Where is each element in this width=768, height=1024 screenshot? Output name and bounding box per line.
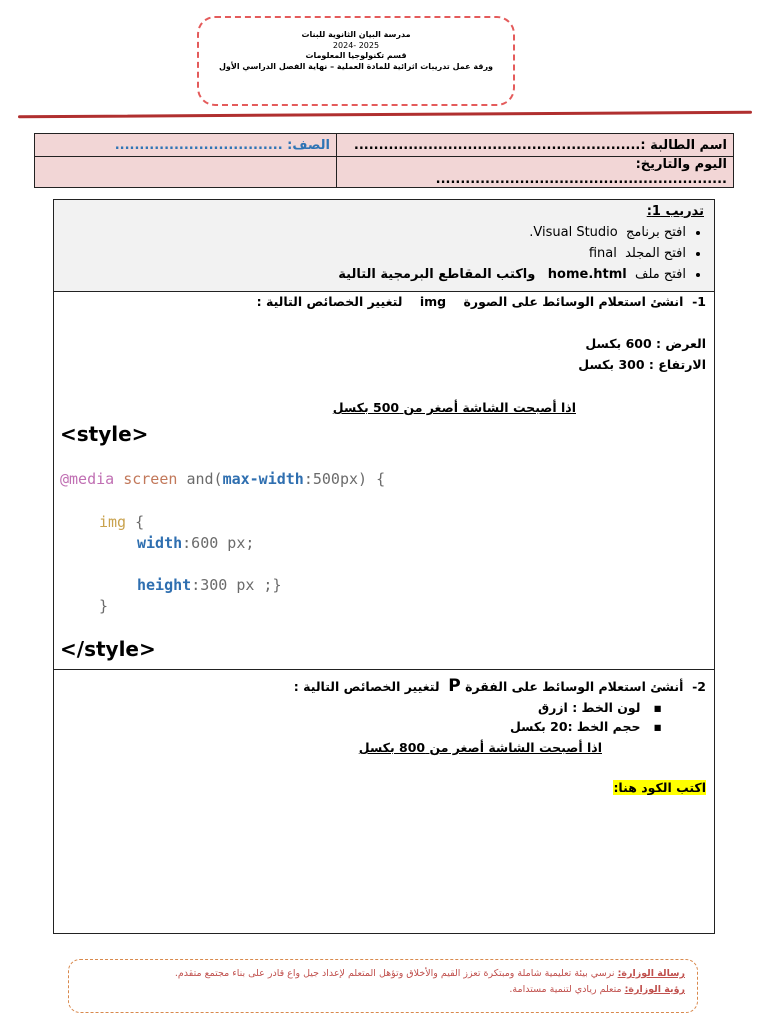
height-requirement: الارتفاع : 300 بكسل	[578, 357, 706, 372]
student-info-table	[34, 133, 734, 188]
closing-brace-line: }	[99, 597, 109, 615]
ministry-mission: رسالة الوزارة: نرسي بيئة تعليمية شاملة ومبتكرة تعزز القيم والأخلاق وتؤهل المتعلم لإعداد جيل واع قادر على بناء مجتمع متقدم.	[174, 968, 685, 979]
step-open-program: • افتح برنامج Visual Studio.	[54, 222, 686, 243]
style-close-tag: </style>	[60, 637, 156, 661]
student-name-field[interactable]: اسم الطالبة :..........................................................	[337, 134, 734, 157]
step-open-folder: • افتح المجلد final	[54, 243, 686, 264]
task2-item-color: ▪ لون الخط : ازرق	[537, 700, 662, 715]
exercise1-title: تدريب 1:	[646, 204, 704, 219]
task1-target: img	[419, 294, 447, 309]
date-field[interactable]: اليوم والتاريخ: ...........................................................	[337, 157, 734, 188]
task2-target: P	[448, 676, 461, 696]
write-code-label: اكتب الكود هنا:	[613, 780, 706, 795]
task1-section	[54, 292, 714, 670]
width-requirement: العرض : 600 بكسل	[585, 336, 706, 351]
exercise1-steps	[54, 222, 704, 285]
img-selector-line: img {	[99, 513, 145, 531]
department-name: قسم تكنولوجيا المعلومات	[305, 51, 407, 60]
program-name: Visual Studio.	[529, 225, 618, 240]
exercise1-section	[54, 200, 714, 292]
height-code-line: height:300 px ;}	[137, 576, 282, 594]
folder-name: final	[588, 246, 617, 261]
step-open-file: • افتح ملف home.html واكتب المقاطع البرمجية التالية	[54, 264, 686, 285]
file-name: home.html	[547, 267, 627, 282]
school-name: مدرسة البيان الثانوية للبنات	[301, 30, 411, 39]
task2-question: 2- أنشئ استعلام الوسائط على الفقرة P لتغيير الخصائص التالية :	[293, 676, 706, 696]
header-divider	[18, 111, 752, 118]
school-header-box	[197, 16, 515, 106]
exercise-box	[53, 199, 715, 934]
worksheet-title: ورقة عمل تدريبات اثرائية للمادة العملية – نهاية الفصل الدراسي الأول	[218, 61, 494, 71]
academic-year: 2025 -2024	[332, 40, 380, 50]
ministry-vision: رؤية الوزارة: متعلم ريادي لتنمية مستدامة.	[509, 984, 685, 995]
width-code-line: width:600 px;	[137, 534, 255, 552]
media-query-line: @media screen and(max-width:500px) {	[60, 470, 386, 488]
task2-section	[54, 670, 714, 933]
empty-cell	[35, 157, 337, 188]
ministry-footer	[68, 959, 698, 1013]
style-open-tag: <style>	[60, 422, 149, 446]
task2-condition: اذا أصبحت الشاشة أصغر من 800 بكسل	[358, 740, 602, 755]
task1-question: 1- انشئ استعلام الوسائط على الصورة img لتغيير الخصائص التالية :	[256, 294, 706, 309]
task2-item-size: ▪ حجم الخط :20 بكسل	[509, 719, 662, 734]
task1-condition: اذا أصبحت الشاشة أصغر من 500 بكسل	[332, 400, 576, 415]
class-field[interactable]: الصف: ..................................	[35, 134, 337, 157]
